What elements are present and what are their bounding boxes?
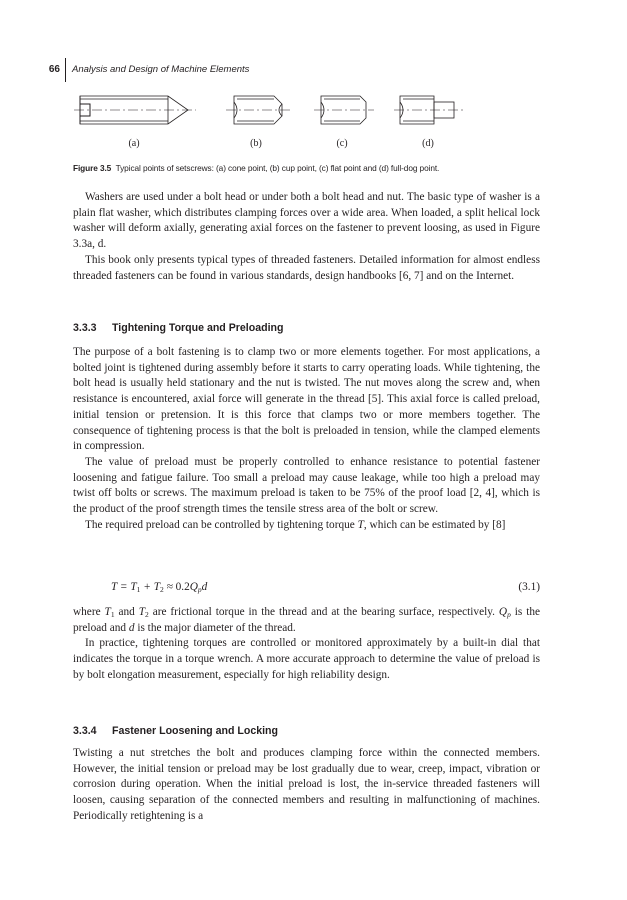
section-heading-3-3-3 (73, 322, 283, 334)
paragraph: The value of preload must be properly controlled to enhance resistance to potential fastener loosening and fatigue failure. Too small a preload may cause leakage, while too high a preload may twist off bolts or screws. The maximum preload is taken to be 75% of the proof load [2, 4], which is the product of the proof strength times the tensile stress area of the bolt or screw. (73, 455, 540, 516)
page-number: 66 (48, 64, 60, 75)
section-number: 3.3.4 (73, 725, 97, 737)
figure-label-b: (b) (250, 138, 262, 149)
section-heading-3-3-4 (73, 725, 278, 737)
paragraph: The purpose of a bolt fastening is to clamp two or more elements together. For most applications, a bolted joint is tightened during assembly before it starts to carry operating loads. While tightening, the bolt head is usually held stationary and the nut is twisted. The nut moves along the screw and, when resistance is encountered, axial force will generate in the thread [5]. This axial force is called preload, initial tension or pretension. It is this force that clamps two or more members together. The consequence of tightening process is that the bolt is preloaded in tension, while the clamped elements in compression. (73, 346, 540, 453)
equation-3-1 (73, 581, 540, 597)
paragraph: Twisting a nut stretches the bolt and produces clamping force within the connected members. However, the initial tension or preload may be lost gradually due to wear, creep, impact, vibration or corrosion during operation. When the initial preload is lost, the in-service threaded fasteners will loosen, causing separation of the connected members and resulting in malfunctioning of machines. Periodically retightening is a (73, 747, 540, 822)
setscrew-figure (66, 88, 486, 152)
washers-block (73, 190, 540, 284)
figure-label-c: (c) (336, 138, 348, 149)
figure-caption-label: Figure 3.5 (73, 163, 112, 173)
figure-caption (73, 163, 573, 173)
section-title: Fastener Loosening and Locking (112, 725, 278, 737)
full-dog-point-setscrew (394, 96, 464, 124)
section-number: 3.3.3 (73, 322, 97, 334)
section-3-3-4-body (73, 746, 540, 825)
running-title: Analysis and Design of Machine Elements (72, 64, 250, 75)
equation-expression: $T = T_1 + T_2 \approx 0.2Q_pd$ (111, 581, 208, 594)
paragraph: In practice, tightening torques are controlled or monitored approximately by a built-in dial that indicates the torque in a torque wrench. A more accurate approach to determine the value of preload is by bolt elongation measurement, especially for high reliability design. (73, 637, 540, 681)
header-divider (65, 58, 66, 82)
equation-number: (3.1) (518, 581, 540, 593)
cup-point-setscrew (226, 96, 290, 124)
paragraph: where $T_1$ and $T_2$ are frictional torque in the thread and at the bearing surface, respectively. $Q_p$ is the preload and d is the major diameter of the thread. (73, 606, 540, 634)
figure-label-a: (a) (128, 138, 140, 149)
cone-point-setscrew (74, 96, 196, 124)
section-title: Tightening Torque and Preloading (112, 322, 284, 334)
paragraph: This book only presents typical types of threaded fasteners. Detailed information for almost endless threaded fasteners can be found in various standards, design handbooks [6, 7] and on the Internet. (73, 253, 540, 282)
section-3-3-3-body-cont (73, 605, 540, 684)
paragraph: The required preload can be controlled by tightening torque T, which can be estimated by [8] (85, 518, 506, 531)
section-3-3-3-body (73, 345, 540, 533)
figure-label-d: (d) (422, 138, 434, 149)
paragraph: Washers are used under a bolt head or under both a bolt head and nut. The basic type of washer is a plain flat washer, which distributes clamping forces over a wide area. When loaded, a split helical lock washer will deform axially, generating axial forces on the fastener to prevent loosing, as used in Figure 3.3a, d. (73, 191, 540, 251)
figure-caption-text: Typical points of setscrews: (a) cone point, (b) cup point, (c) flat point and (d) full-dog point. (115, 163, 440, 173)
flat-point-setscrew (314, 96, 374, 124)
